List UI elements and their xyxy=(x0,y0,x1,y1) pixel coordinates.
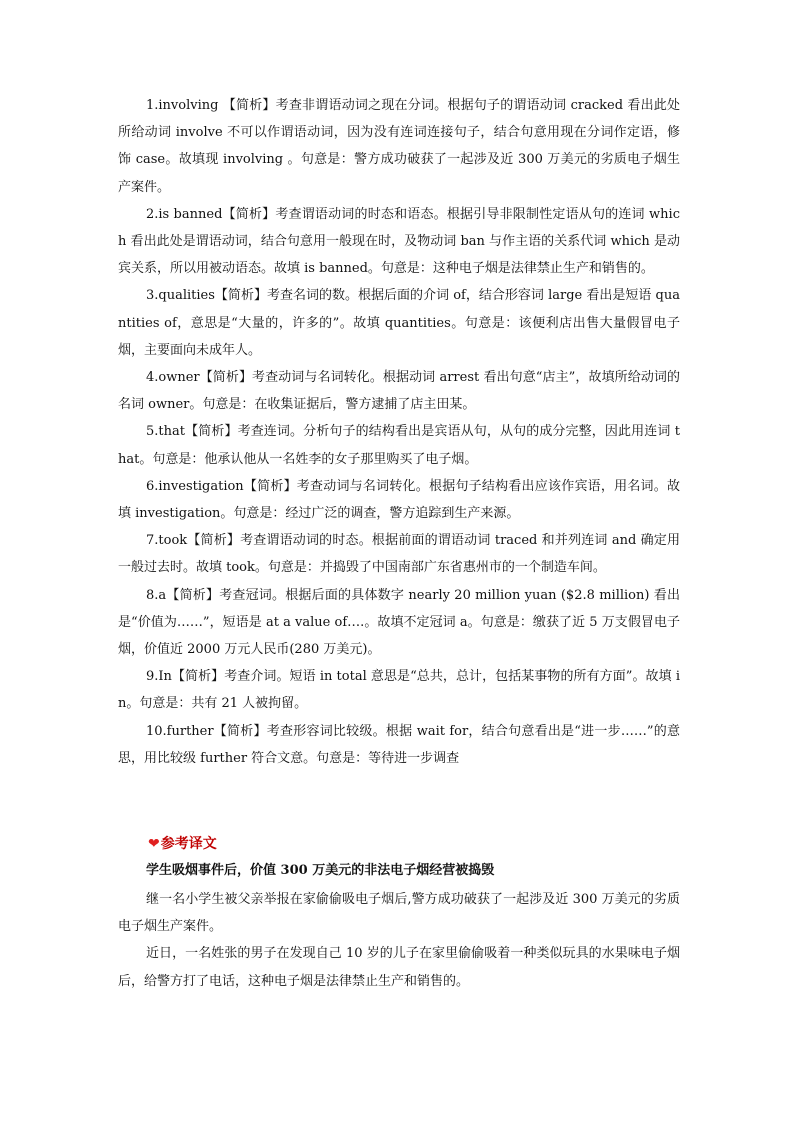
reference-translation-heading xyxy=(148,834,217,854)
analysis-item-9: 9.In【简析】考查介词。短语 in total 意思是“总共，总计，包括某事物的所有方面”。故填 in。句意是：共有 21 人被拘留。 xyxy=(118,669,680,712)
analysis-item-8: 8.a【简析】考查冠词。根据后面的具体数字 nearly 20 million yuan ($2.8 million) 看出是“价值为……”，短语是 at a value of….。故填不定冠词 a。句意是：缴获了近 5 万支假冒电子烟，价值近 2000 万元人民币(280 万美元)。 xyxy=(118,587,680,658)
translation-title: 学生吸烟事件后，价值 300 万美元的非法电子烟经营被捣毁 xyxy=(146,863,495,878)
analysis-item-2: 2.is banned【简析】考查谓语动词的时态和语态。根据引导非限制性定语从句的连词 which 看出此处是谓语动词，结合句意用一般现在时，及物动词 ban 与作主语的关系代词 which 是动宾关系，所以用被动语态。故填 is banned。句意是：这种电子烟是法律禁止生产和销售的。 xyxy=(118,206,680,277)
analysis-item-5: 5.that【简析】考查连词。分析句子的结构看出是宾语从句，从句的成分完整，因此用连词 that。句意是：他承认他从一名姓李的女子那里购买了电子烟。 xyxy=(118,424,680,467)
analysis-item-4: 4.owner【简析】考查动词与名词转化。根据动词 arrest 看出句意“店主”，故填所给动词的名词 owner。句意是：在收集证据后，警方逮捕了店主田某。 xyxy=(118,370,680,413)
answer-analysis-section xyxy=(118,92,680,772)
translation-paragraph-2: 近日，一名姓张的男子在发现自己 10 岁的儿子在家里偷偷吸着一种类似玩具的水果味电子烟后，给警方打了电话，这种电子烟是法律禁止生产和销售的。 xyxy=(118,946,680,989)
heart-icon: ❤ xyxy=(148,836,160,852)
reference-translation-section xyxy=(118,860,680,995)
analysis-item-1: 1.involving 【简析】考查非谓语动词之现在分词。根据句子的谓语动词 cracked 看出此处所给动词 involve 不可以作谓语动词，因为没有连词连接句子，结合句意用现在分词作定语，修饰 case。故填现 involving 。句意是：警方成功破获了一起涉及近 300 万美元的劣质电子烟生产案件。 xyxy=(118,98,680,195)
translation-paragraph-1: 继一名小学生被父亲举报在家偷偷吸电子烟后,警方成功破获了一起涉及近 300 万美元的劣质电子烟生产案件。 xyxy=(118,892,680,935)
analysis-item-10: 10.further【简析】考查形容词比较级。根据 wait for，结合句意看出是“进一步……”的意思，用比较级 further 符合文意。句意是：等待进一步调查 xyxy=(118,723,680,766)
analysis-item-6: 6.investigation【简析】考查动词与名词转化。根据句子结构看出应该作宾语，用名词。故填 investigation。句意是：经过广泛的调查，警方追踪到生产来源。 xyxy=(118,478,680,522)
reference-heading-text: 参考译文 xyxy=(160,836,217,852)
analysis-item-3: 3.qualities【简析】考查名词的数。根据后面的介词 of，结合形容词 large 看出是短语 quantities of，意思是“大量的，许多的”。故填 quantities。句意是：该便利店出售大量假冒电子烟，主要面向未成年人。 xyxy=(118,288,680,358)
analysis-item-7: 7.took【简析】考查谓语动词的时态。根据前面的谓语动词 traced 和并列连词 and 确定用一般过去时。故填 took。句意是：并捣毁了中国南部广东省惠州市的一个制造车间。 xyxy=(118,533,680,576)
